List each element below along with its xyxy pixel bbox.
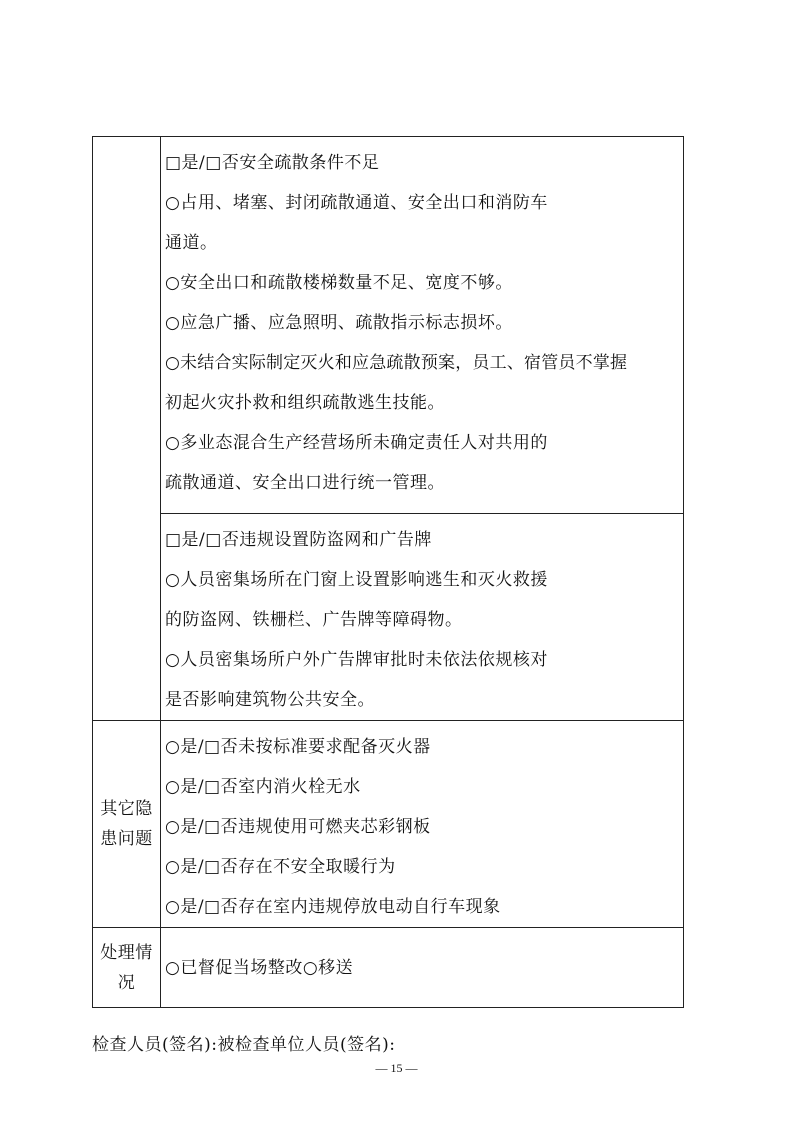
- check-line: ○应急广播、应急照明、疏散指示标志损坏。: [165, 313, 513, 333]
- check-line: 通道。: [165, 233, 218, 253]
- handling-cell: [161, 928, 684, 1008]
- check-line: ○是/□否存在室内违规停放电动自行车现象: [165, 897, 501, 917]
- row-label-cell: [93, 721, 161, 928]
- check-line: 疏散通道、安全出口进行统一管理。: [165, 473, 445, 493]
- check-line: ○多业态混合生产经营场所未确定责任人对共用的: [165, 433, 548, 453]
- row-label-cell: [93, 928, 161, 1008]
- check-line: ○是/□否室内消火栓无水: [165, 777, 361, 797]
- check-line: 的防盗网、铁栅栏、广告牌等障碍物。: [165, 610, 463, 630]
- row-label-cell-empty: [93, 137, 161, 721]
- check-line: ○占用、堵塞、封闭疏散通道、安全出口和消防车: [165, 193, 548, 213]
- inspection-table: [92, 136, 684, 1008]
- table-row-barriers: [93, 514, 684, 721]
- check-line: ○未结合实际制定灭火和应急疏散预案，员工、宿管员不掌握: [165, 353, 628, 373]
- check-line: ○人员密集场所在门窗上设置影响逃生和灭火救援: [165, 570, 548, 590]
- check-line: ○安全出口和疏散楼梯数量不足、宽度不够。: [165, 273, 513, 293]
- barriers-cell: [161, 514, 684, 721]
- check-line: 初起火灾扑救和组织疏散逃生技能。: [165, 393, 445, 413]
- table-row-other-hazards: [93, 721, 684, 928]
- check-line: ○是/□否未按标准要求配备灭火器: [165, 737, 431, 757]
- check-line: ○人员密集场所户外广告牌审批时未依法依规核对: [165, 650, 548, 670]
- table-row-evacuation: [93, 137, 684, 514]
- check-line: ○是/□否存在不安全取暖行为: [165, 857, 396, 877]
- page-number: — 15 —: [375, 1061, 418, 1075]
- evacuation-cell: [161, 137, 684, 514]
- check-line: ○已督促当场整改○移送: [165, 957, 354, 978]
- check-line: □是/□否安全疏散条件不足: [165, 153, 380, 173]
- table-row-handling: [93, 928, 684, 1008]
- row-label: 处理情: [100, 942, 153, 963]
- check-line: □是/□否违规设置防盗网和广告牌: [165, 530, 432, 550]
- row-label: 况: [117, 972, 136, 993]
- row-label: 患问题: [100, 829, 153, 849]
- check-line: 是否影响建筑物公共安全。: [165, 690, 375, 710]
- row-label: 其它隐: [100, 799, 153, 819]
- other-hazards-cell: [161, 721, 684, 928]
- check-line: ○是/□否违规使用可燃夹芯彩钢板: [165, 817, 431, 837]
- signature-line: 检查人员(签名):被检查单位人员(签名):: [92, 1035, 396, 1055]
